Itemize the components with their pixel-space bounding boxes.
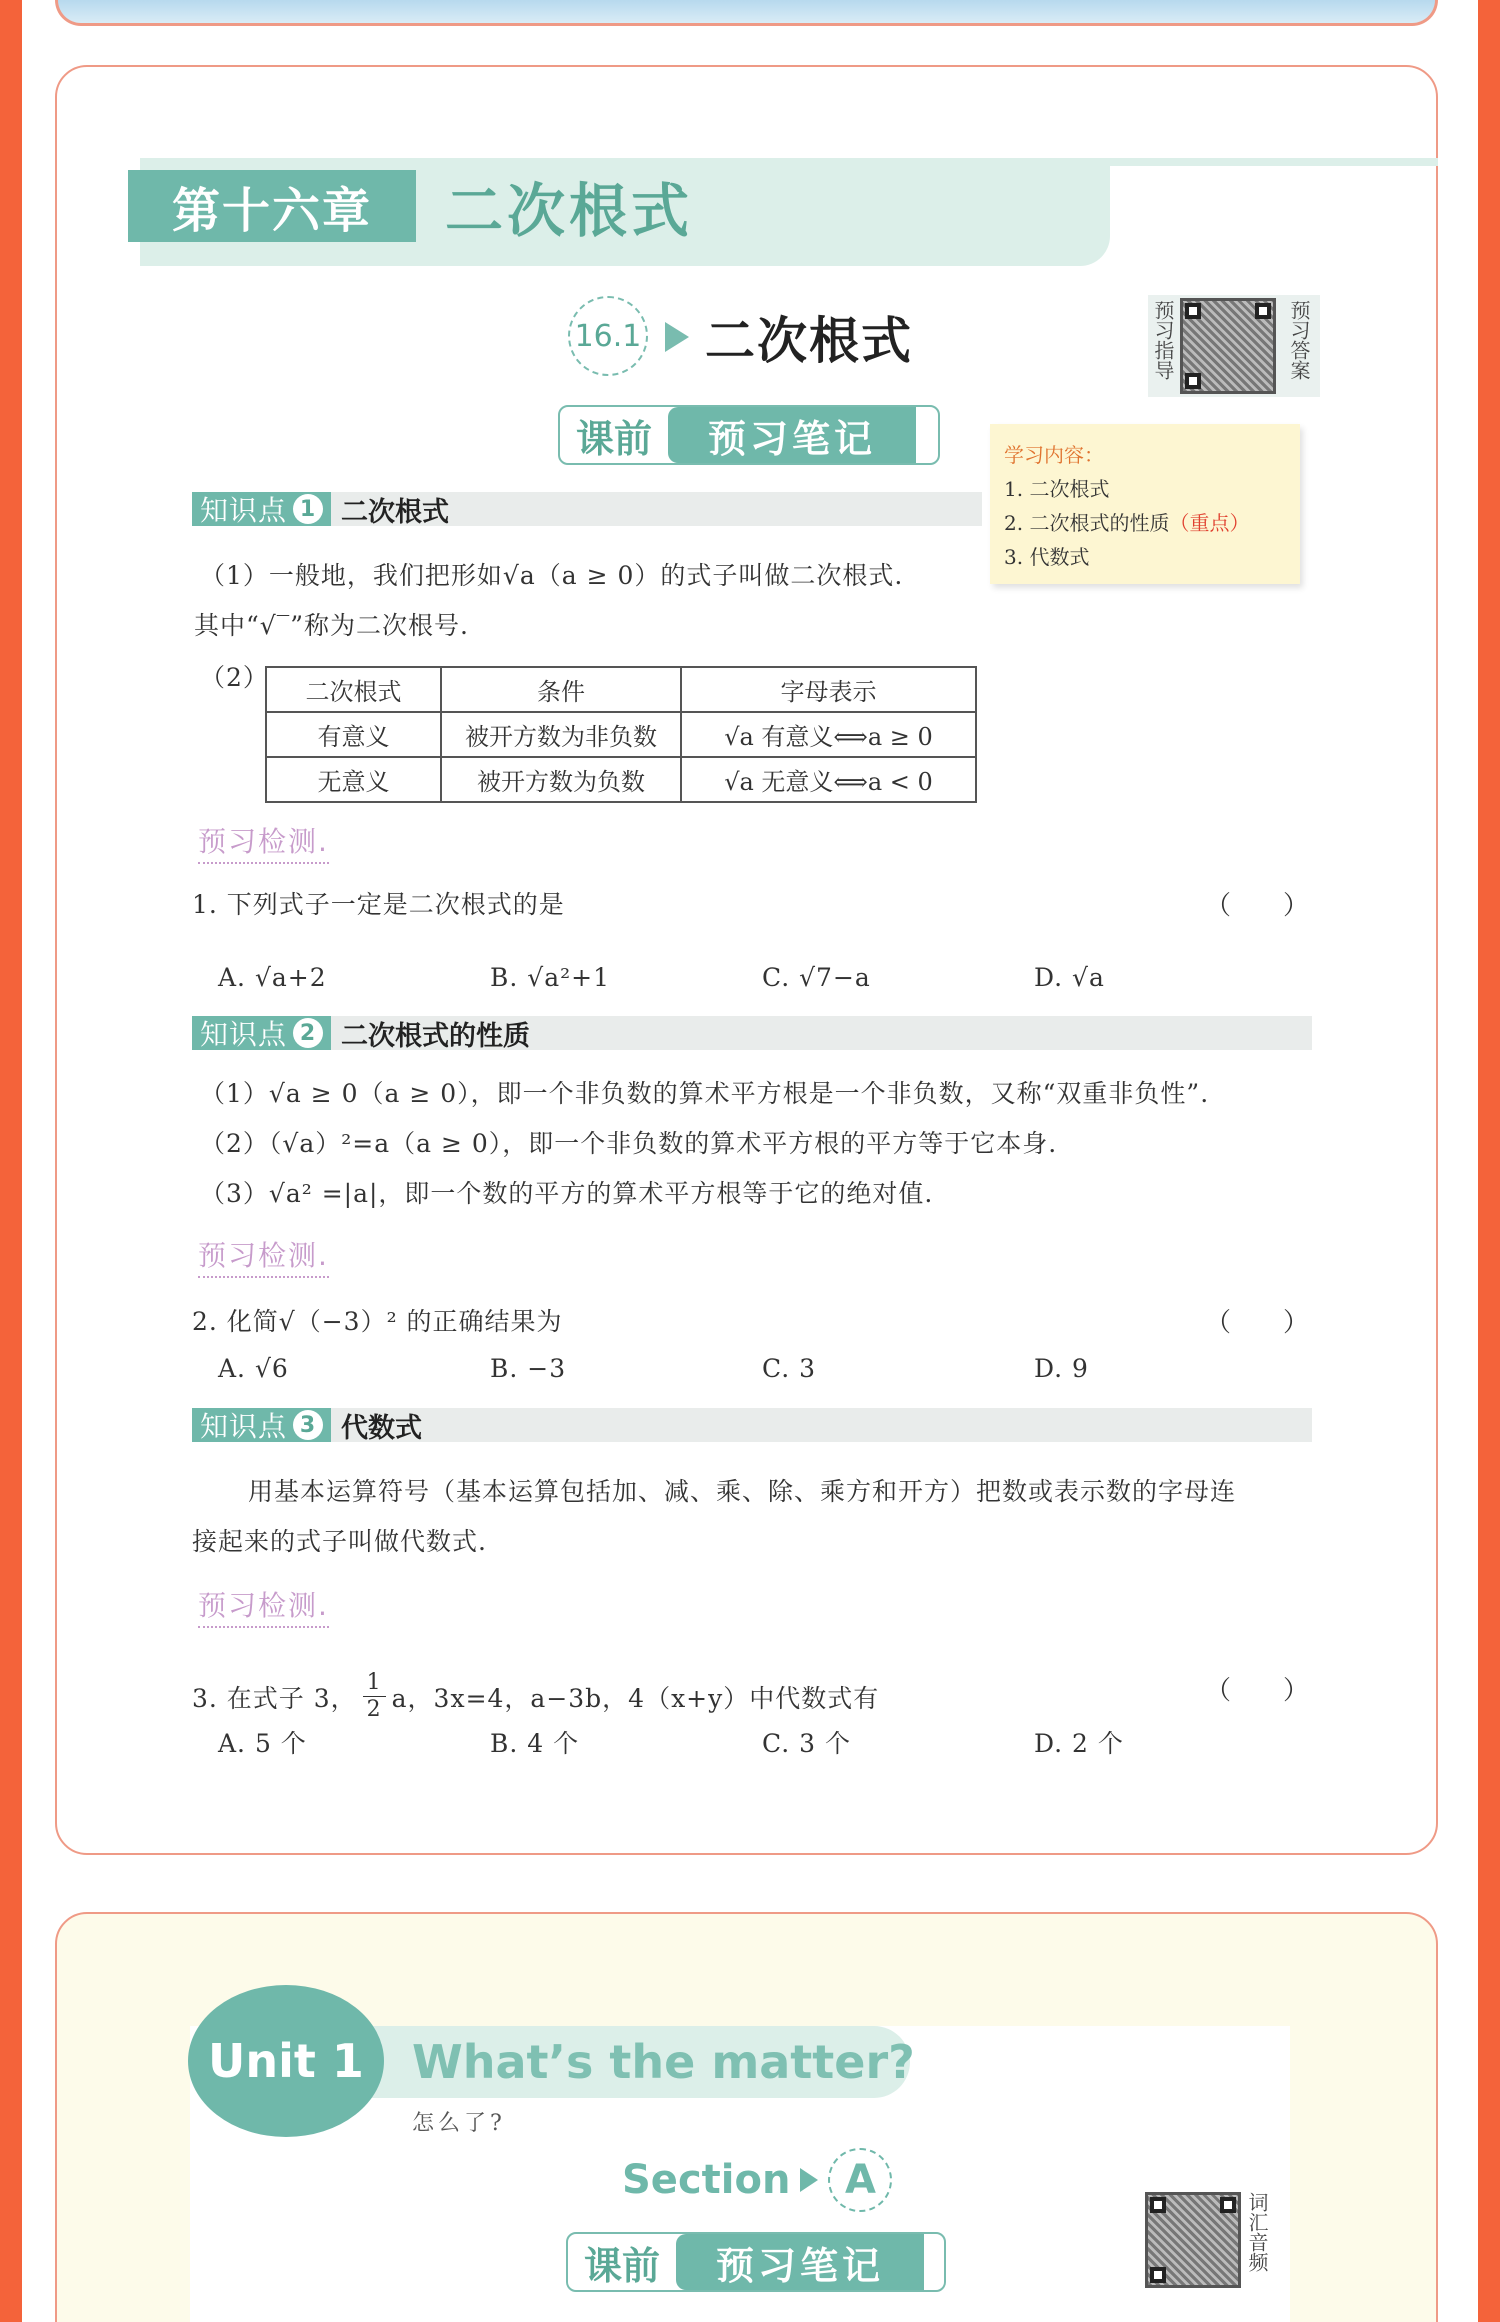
kp3-line: 接起来的式子叫做代数式.	[192, 1527, 487, 1556]
radical-condition-table	[265, 666, 977, 803]
chapter-banner-stripe	[1110, 158, 1438, 166]
table-cell: 被开方数为非负数	[441, 712, 681, 757]
qr-code-icon[interactable]	[1145, 2192, 1241, 2288]
pre-class-text: 课前	[576, 416, 653, 461]
kp-title: 二次根式	[341, 496, 450, 528]
qr-right-label: 预习答案	[1287, 300, 1311, 380]
note-item: 2. 二次根式的性质（重点）	[1004, 511, 1250, 535]
knowledge-point-header	[192, 492, 982, 526]
option-b[interactable]: B. 4 个	[490, 1729, 580, 1758]
knowledge-point-header	[192, 1016, 1312, 1050]
kp1-line: 其中“√‾”称为二次根号.	[194, 611, 469, 640]
table-cell: 被开方数为负数	[441, 757, 681, 802]
option-c[interactable]: C. √7−a	[762, 963, 871, 992]
chapter-title: 二次根式	[445, 177, 694, 245]
kp-title: 二次根式的性质	[341, 1020, 531, 1052]
qr-left-label: 预习指导	[1151, 300, 1175, 380]
qr-code-icon[interactable]	[1180, 298, 1276, 394]
kp3-line: 用基本运算符号（基本运算包括加、减、乘、除、乘方和开方）把数或表示数的字母连	[248, 1477, 1237, 1506]
learning-content-note	[990, 424, 1300, 584]
preview-notes-text: 预习笔记	[668, 407, 916, 463]
table-cell: 有意义	[266, 712, 441, 757]
question-stem: 3. 在式子 3， 1 2 a，3x=4，a−3b，4（x+y）中代数式有	[192, 1670, 880, 1722]
table-header: 条件	[441, 667, 681, 712]
kp-tag: 知识点 1	[192, 492, 331, 526]
option-b[interactable]: B. √a²+1	[490, 963, 610, 992]
kp1-line: （1）一般地，我们把形如√a（a ≥ 0）的式子叫做二次根式.	[200, 561, 904, 590]
option-d[interactable]: D. 2 个	[1034, 1729, 1124, 1758]
play-arrow-icon	[800, 2168, 818, 2192]
fraction-one-half: 1 2	[363, 1670, 386, 1723]
option-c[interactable]: C. 3 个	[762, 1729, 851, 1758]
pre-class-text: 课前	[584, 2243, 661, 2288]
section-number: 16.1	[568, 296, 648, 376]
note-item: 1. 二次根式	[1004, 477, 1110, 501]
section-a-label	[622, 2150, 892, 2210]
kp-title: 代数式	[341, 1412, 423, 1444]
preview-notes-label	[566, 2232, 946, 2292]
option-d[interactable]: D. √a	[1034, 963, 1105, 992]
note-heading: 学习内容：	[1004, 443, 1104, 467]
kp2-line: （2）（√a）²=a（a ≥ 0），即一个非负数的算术平方根的平方等于它本身.	[200, 1129, 1058, 1158]
option-d[interactable]: D. 9	[1034, 1354, 1089, 1383]
preview-check-label: 预习检测.	[198, 1584, 329, 1628]
note-item: 3. 代数式	[1004, 545, 1090, 569]
kp-tag: 知识点 3	[192, 1408, 331, 1442]
answer-bracket[interactable]: （ ）	[1205, 1308, 1310, 1338]
option-c[interactable]: C. 3	[762, 1354, 817, 1383]
left-border	[0, 0, 22, 2322]
right-border	[1478, 0, 1500, 2322]
preview-check-label: 预习检测.	[198, 1234, 329, 1278]
qr-audio-label: 词汇音频	[1245, 2192, 1269, 2272]
table-header: 二次根式	[266, 667, 441, 712]
table-cell: √a 有意义⟺a ≥ 0	[681, 712, 976, 757]
option-a[interactable]: A. √a+2	[218, 963, 327, 992]
table-row	[266, 757, 976, 802]
table-header: 字母表示	[681, 667, 976, 712]
question-stem: 1. 下列式子一定是二次根式的是	[192, 890, 565, 919]
kp-number: 1	[293, 494, 323, 524]
knowledge-point-header	[192, 1408, 1312, 1442]
question-stem: 2. 化简√（−3）² 的正确结果为	[192, 1307, 563, 1336]
answer-bracket[interactable]: （ ）	[1205, 891, 1310, 921]
kp-number: 2	[293, 1018, 323, 1048]
option-b[interactable]: B. −3	[490, 1354, 567, 1383]
section-title: 二次根式	[705, 312, 913, 370]
preview-notes-text: 预习笔记	[676, 2234, 924, 2290]
unit-subtitle: 怎么了?	[412, 2111, 506, 2136]
play-arrow-icon	[665, 322, 689, 352]
option-a[interactable]: A. 5 个	[218, 1729, 307, 1758]
table-row	[266, 712, 976, 757]
table-prefix: （2）	[200, 663, 269, 692]
chapter-tab: 第十六章	[128, 170, 416, 242]
preview-notes-label	[558, 405, 940, 465]
previous-card-bottom	[55, 0, 1438, 26]
option-a[interactable]: A. √6	[218, 1354, 289, 1383]
answer-bracket[interactable]: （ ）	[1205, 1676, 1310, 1706]
kp-number: 3	[293, 1410, 323, 1440]
unit-label: Unit 1	[188, 1985, 384, 2137]
table-cell: √a 无意义⟺a < 0	[681, 757, 976, 802]
unit-title: What’s the matter?	[412, 2035, 915, 2089]
kp2-line: （1）√a ≥ 0（a ≥ 0），即一个非负数的算术平方根是一个非负数，又称“双重非负性”.	[200, 1079, 1210, 1108]
kp2-line: （3）√a² =|a|，即一个数的平方的算术平方根等于它的绝对值.	[200, 1179, 934, 1208]
kp-tag: 知识点 2	[192, 1016, 331, 1050]
table-cell: 无意义	[266, 757, 441, 802]
section-letter: A	[828, 2148, 892, 2212]
section-word: Section	[622, 2157, 791, 2203]
preview-check-label: 预习检测.	[198, 820, 329, 864]
key-point-mark: （重点）	[1169, 511, 1250, 535]
